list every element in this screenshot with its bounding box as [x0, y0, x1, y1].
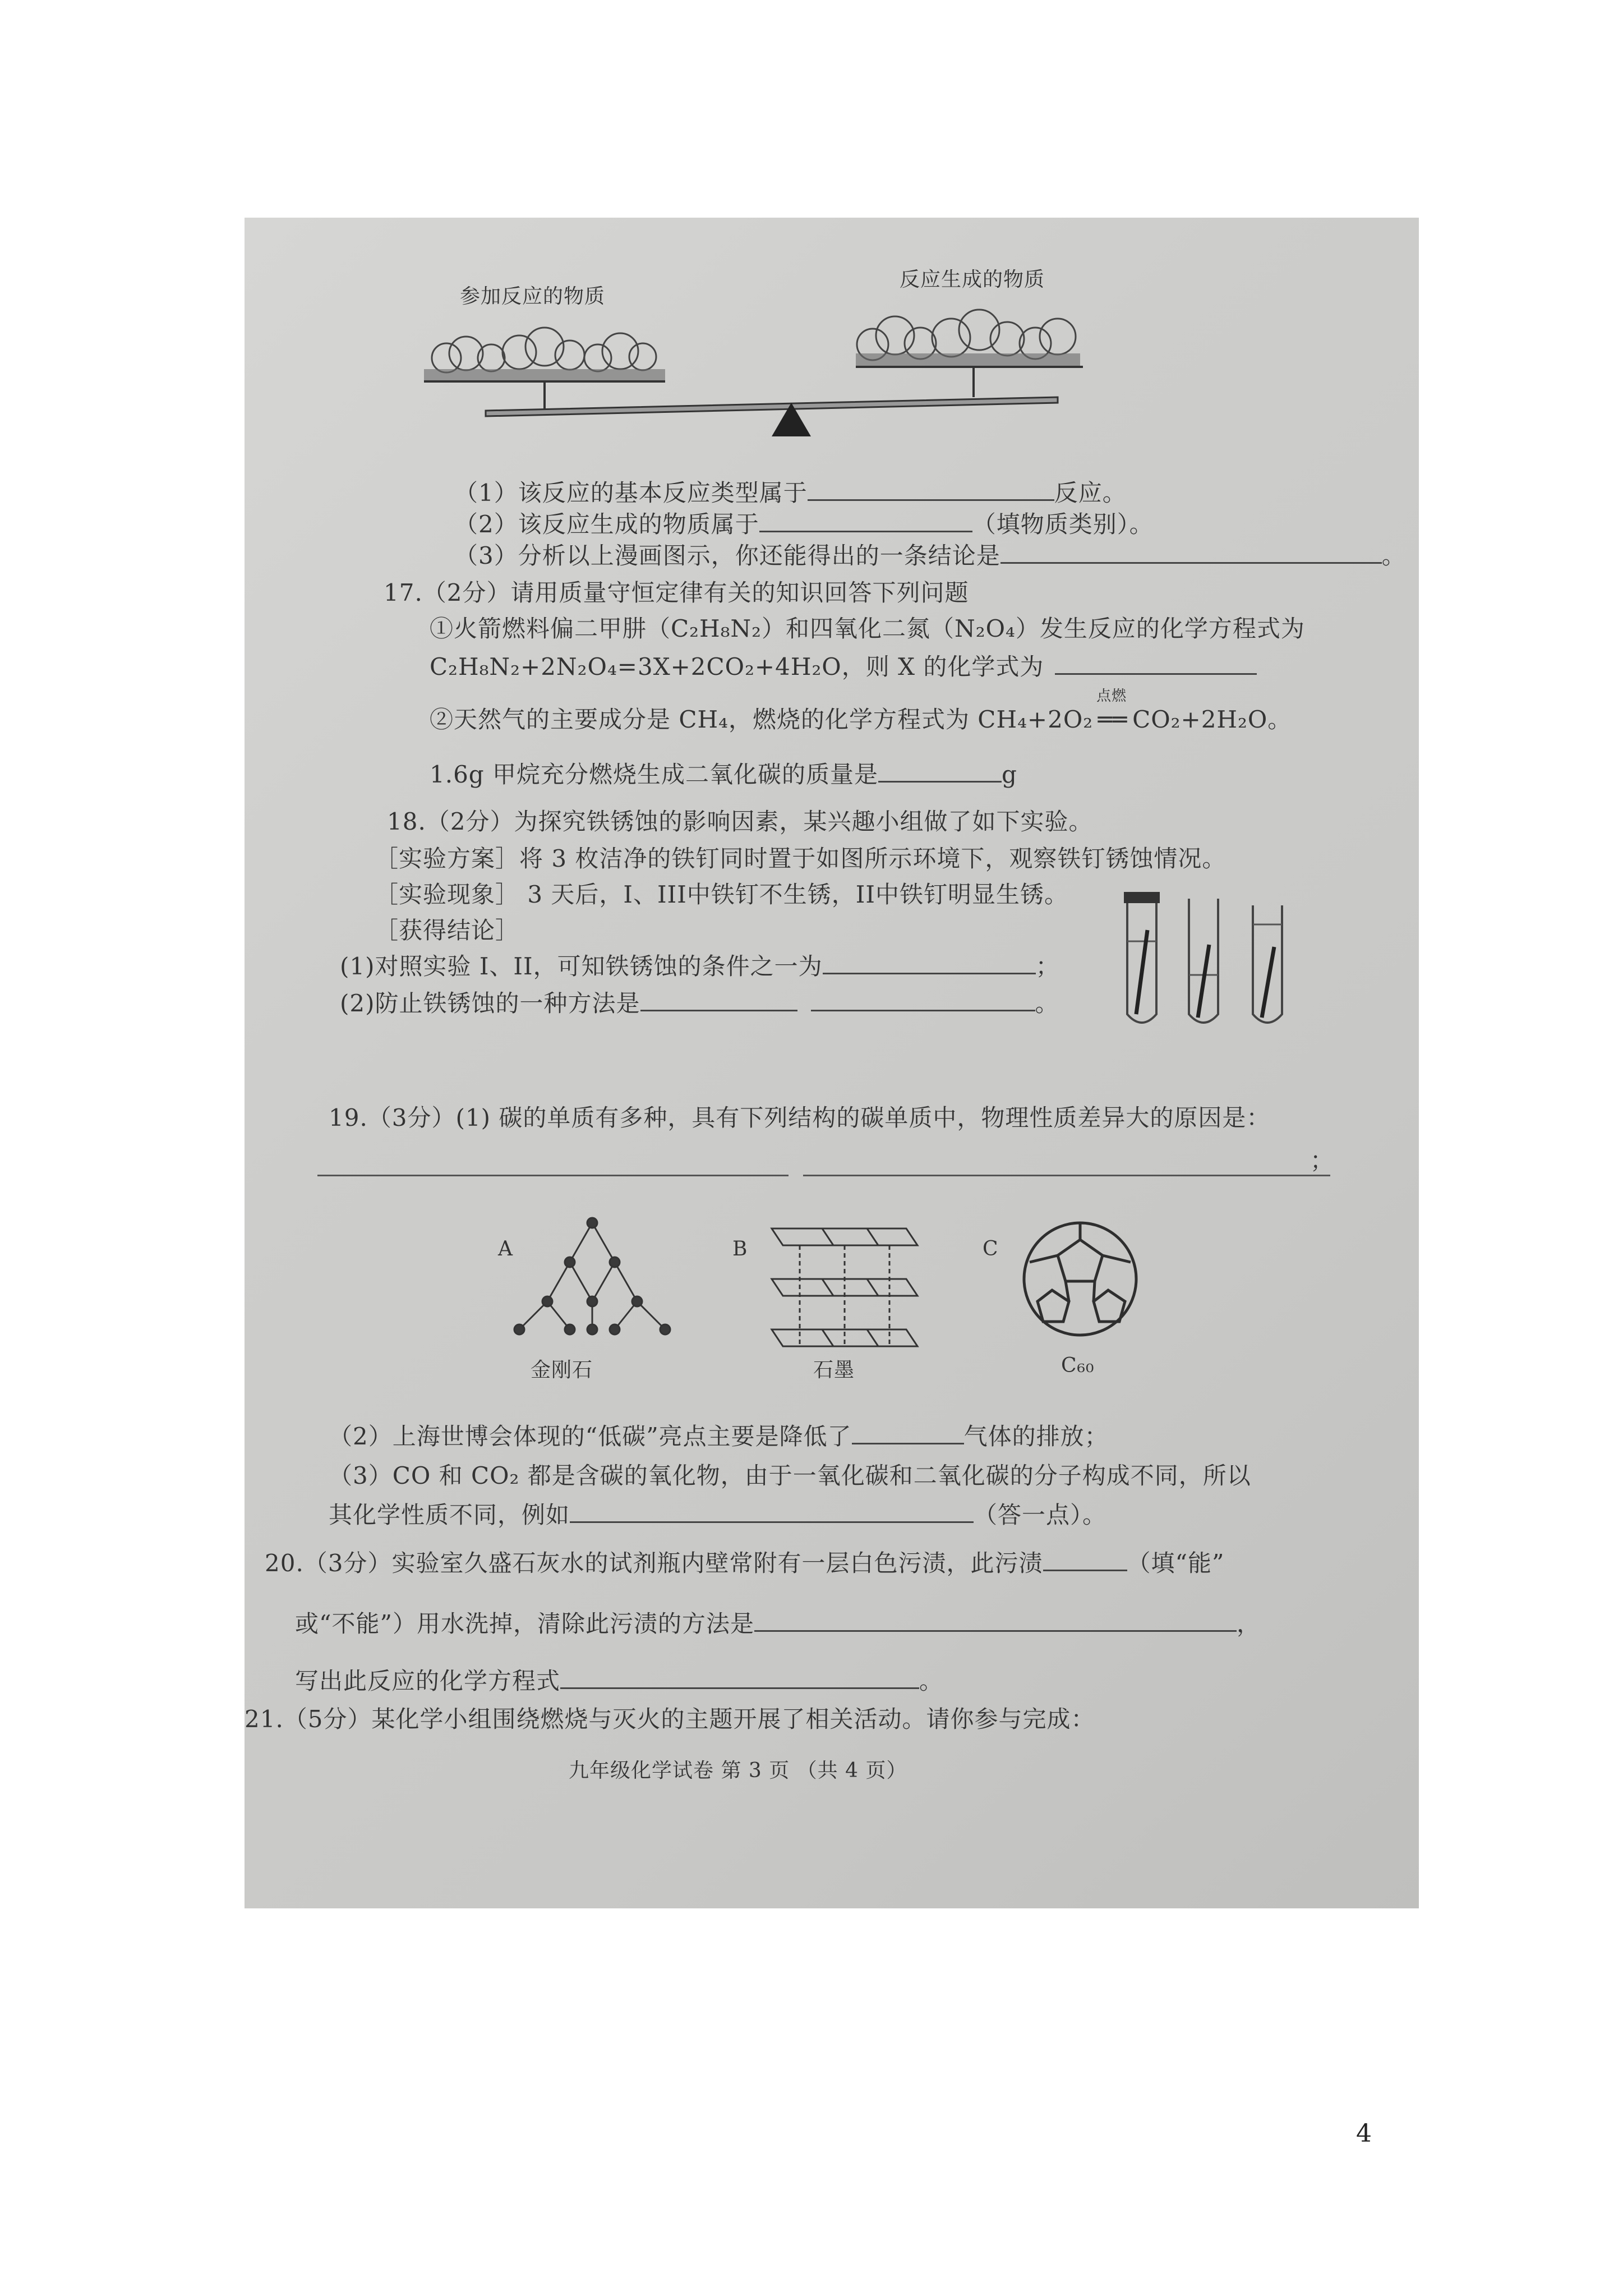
answer-blank-q18-1[interactable]: [823, 949, 1036, 974]
q16-part3: （3）分析以上漫画图示，你还能得出的一条结论是 。: [454, 537, 1406, 571]
page-number: 4: [1356, 2119, 1372, 2148]
ignite-condition: 点燃: [1096, 688, 1127, 705]
q19-part2: （2）上海世博会体现的“低碳”亮点主要是降低了 气体的排放；: [329, 1418, 1109, 1452]
graphite-structure-figure: [766, 1217, 923, 1352]
q16-part2: （2）该反应生成的物质属于 （填物质类别）。: [454, 506, 1154, 540]
caption-graphite: 石墨: [813, 1359, 855, 1382]
equation-arrow: 点燃 ══: [1093, 706, 1132, 733]
q17-line1: ①火箭燃料偏二甲肼（C₂H₈N₂）和四氧化二氮（N₂O₄）发生反应的化学方程式为: [430, 615, 1305, 642]
q18-plan: ［实验方案］将 3 枚洁净的铁钉同时置于如图所示环境下，观察铁钉锈蚀情况。: [375, 845, 1227, 872]
q18-heading: 18.（2分）为探究铁锈蚀的影响因素，某兴趣小组做了如下实验。: [387, 808, 1093, 835]
q19-part3: （3）CO 和 CO₂ 都是含碳的氧化物，由于一氧化碳和二氧化碳的分子构成不同，所以: [329, 1462, 1251, 1489]
exam-footer: 九年级化学试卷 第 3 页 （共 4 页）: [569, 1759, 907, 1782]
q18-conclusion2: (2)防止铁锈蚀的一种方法是 。: [340, 985, 1059, 1019]
q20-line1: 20.（3分）实验室久盛石灰水的试剂瓶内壁常附有一层白色污渍，此污渍 （填“能”: [265, 1545, 1224, 1579]
q20-line3: 写出此反应的化学方程式 。: [295, 1663, 943, 1696]
q21-heading: 21.（5分）某化学小组围绕燃烧与灭火的主题开展了相关活动。请你参与完成：: [245, 1705, 1095, 1733]
q20-line2: 或“不能”）用水洗掉，清除此污渍的方法是 ，: [295, 1605, 1261, 1639]
q19-end-mark: ；: [1310, 1147, 1335, 1174]
q17-line4: 1.6g 甲烷充分燃烧生成二氧化碳的质量是 g: [430, 756, 1017, 790]
answer-blank-q20-3[interactable]: [560, 1664, 919, 1689]
q17-line2: C₂H₈N₂+2N₂O₄=3X+2CO₂+4H₂O，则 X 的化学式为: [430, 648, 1257, 682]
q18-conclusion-label: ［获得结论］: [375, 917, 520, 944]
answer-blank-q19-1b[interactable]: [803, 1175, 1330, 1176]
answer-blank-q17-1[interactable]: [1055, 650, 1257, 675]
c60-structure-figure: [1018, 1217, 1142, 1341]
structure-label-a: A: [498, 1237, 513, 1260]
reactants-label: 参加反应的物质: [460, 285, 606, 308]
q16-part1: （1）该反应的基本反应类型属于 反应。: [454, 475, 1127, 508]
q18-phenomenon: ［实验现象］ 3 天后，I、III中铁钉不生锈，II中铁钉明显生锈。: [375, 881, 1068, 908]
caption-diamond: 金刚石: [531, 1359, 593, 1382]
structure-label-b: B: [732, 1237, 748, 1260]
q17-heading: 17.（2分）请用质量守恒定律有关的知识回答下列问题: [384, 579, 969, 606]
q19-part3-cont: 其化学性质不同，例如 （答一点）。: [329, 1497, 1106, 1530]
structure-label-c: C: [983, 1237, 999, 1260]
balance-cartoon-figure: [413, 291, 1142, 436]
test-tubes-figure: [1108, 891, 1299, 1037]
answer-blank-q17-2[interactable]: [878, 757, 1002, 783]
q19-heading: 19.（3分）(1) 碳的单质有多种，具有下列结构的碳单质中，物理性质差异大的原因是：: [329, 1104, 1271, 1131]
scanned-exam-photo: [245, 218, 1419, 1908]
products-label: 反应生成的物质: [900, 268, 1045, 291]
answer-blank-q20-2[interactable]: [754, 1607, 1237, 1632]
answer-blank-q18-2a[interactable]: [640, 986, 797, 1011]
answer-blank-q16-2[interactable]: [759, 507, 972, 532]
answer-blank-q20-1[interactable]: [1043, 1546, 1127, 1571]
answer-blank-q16-1[interactable]: [808, 476, 1054, 501]
q17-line3: ②天然气的主要成分是 CH₄，燃烧的化学方程式为 CH₄+2O₂ 点燃 ══ CO₂+2H₂O。: [430, 701, 1292, 735]
diamond-structure-figure: [508, 1217, 676, 1341]
q18-conclusion1: (1)对照实验 I、II，可知铁锈蚀的条件之一为 ；: [340, 948, 1060, 982]
answer-blank-q19-1a[interactable]: [317, 1175, 789, 1176]
caption-c60: C₆₀: [1061, 1354, 1095, 1377]
answer-blank-q19-2[interactable]: [852, 1419, 964, 1444]
answer-blank-q18-2b[interactable]: [811, 986, 1035, 1011]
answer-blank-q16-3[interactable]: [1000, 539, 1382, 564]
answer-blank-q19-3[interactable]: [570, 1498, 974, 1523]
